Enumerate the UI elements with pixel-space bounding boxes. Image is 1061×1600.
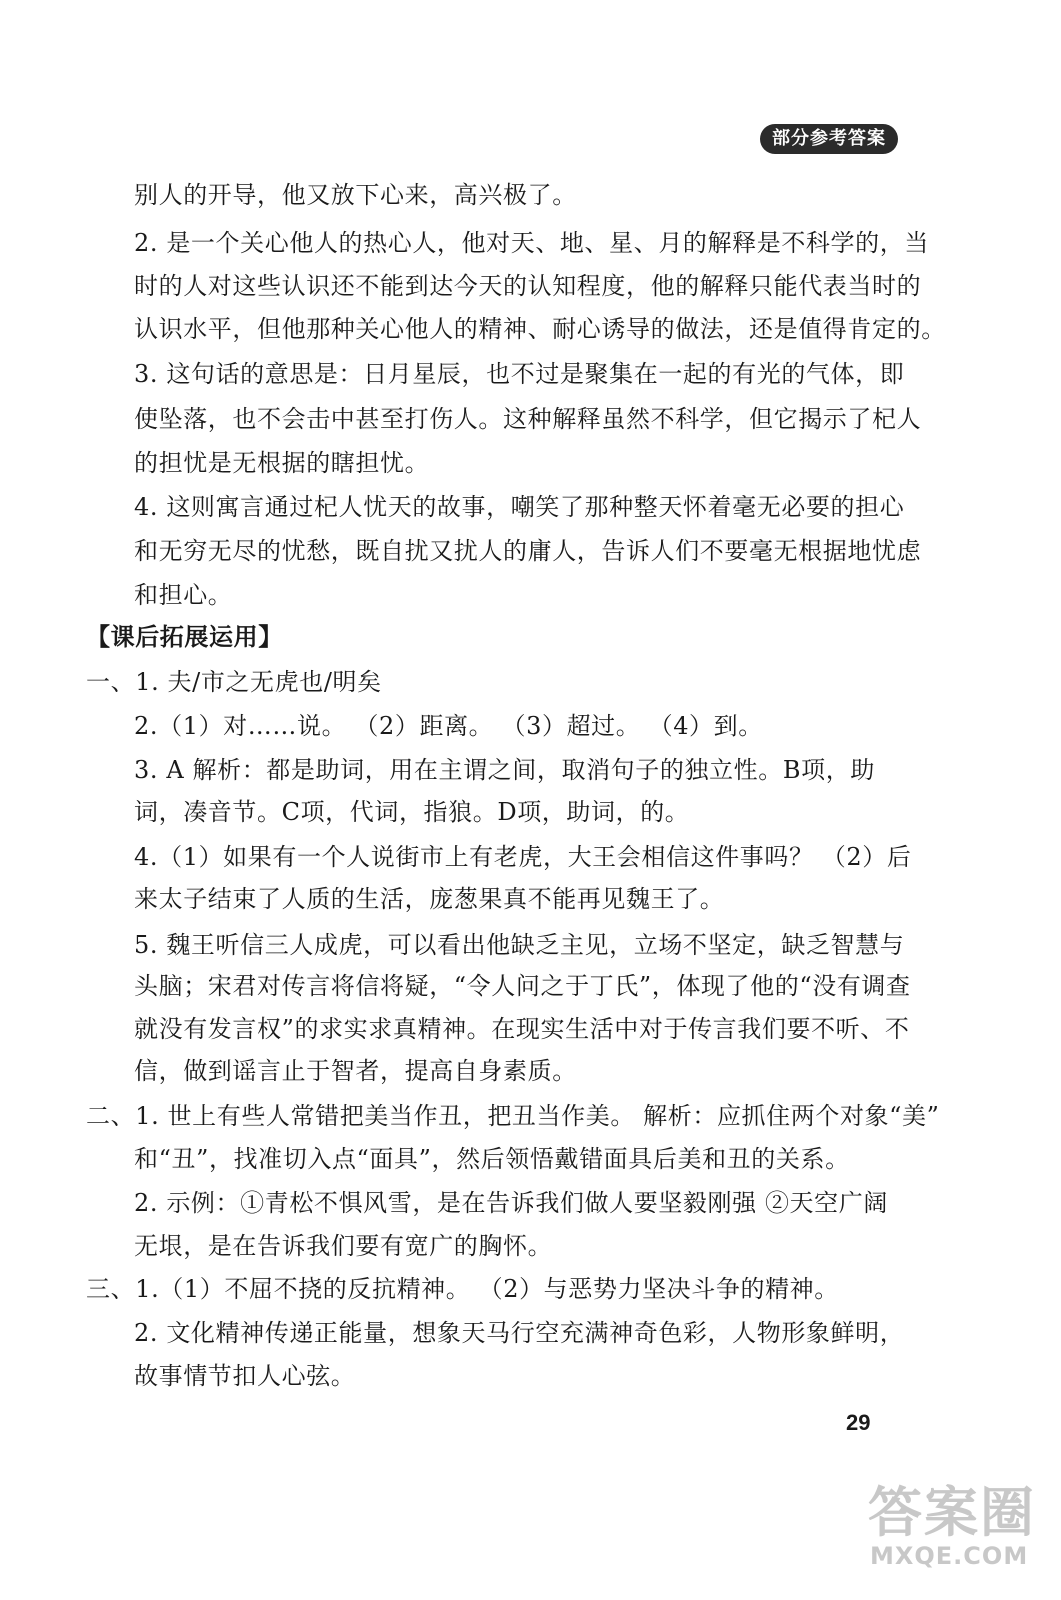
watermark-url: MXQE.COM xyxy=(870,1542,1029,1570)
text-line: 的担忧是无根据的瞎担忧。 xyxy=(134,449,430,477)
text-line: 3. 这句话的意思是：日月星辰，也不过是聚集在一起的有光的气体，即 xyxy=(134,360,905,388)
text-line: 别人的开导，他又放下心来，高兴极了。 xyxy=(134,181,577,209)
text-line: 就没有发言权”的求实求真精神。在现实生活中对于传言我们要不听、不 xyxy=(134,1015,910,1043)
text-line: 二、1. 世上有些人常错把美当作丑，把丑当作美。 解析：应抓住两个对象“美” xyxy=(86,1102,940,1130)
text-line: 认识水平，但他那种关心他人的精神、耐心诱导的做法，还是值得肯定的。 xyxy=(134,315,946,343)
text-line: 2.（1）对……说。 （2）距离。 （3）超过。 （4）到。 xyxy=(134,712,763,740)
text-line: 故事情节扣人心弦。 xyxy=(134,1362,356,1390)
text-line: 和担心。 xyxy=(134,581,233,609)
section-badge: 部分参考答案 xyxy=(760,124,898,154)
text-line: 使坠落，也不会击中甚至打伤人。这种解释虽然不科学，但它揭示了杞人 xyxy=(134,405,922,433)
text-line: 头脑；宋君对传言将信将疑，“令人问之于丁氏”，体现了他的“没有调查 xyxy=(134,972,911,1000)
text-line: 三、1.（1）不屈不挠的反抗精神。 （2）与恶势力坚决斗争的精神。 xyxy=(86,1275,839,1303)
text-line: 来太子结束了人质的生活，庞葱果真不能再见魏王了。 xyxy=(134,885,725,913)
section-heading: 【课后拓展运用】 xyxy=(86,623,283,651)
text-line: 3. A 解析：都是助词，用在主谓之间，取消句子的独立性。B项，助 xyxy=(134,756,875,784)
text-line: 4. 这则寓言通过杞人忧天的故事，嘲笑了那种整天怀着毫无必要的担心 xyxy=(134,493,905,521)
text-line: 和无穷无尽的忧愁，既自扰又扰人的庸人，告诉人们不要毫无根据地忧虑 xyxy=(134,537,922,565)
text-line: 词，凑音节。C项，代词，指狼。D项，助词，的。 xyxy=(134,798,690,826)
text-line: 2. 文化精神传递正能量，想象天马行空充满神奇色彩，人物形象鲜明， xyxy=(134,1319,905,1347)
text-line: 4.（1）如果有一个人说街市上有老虎，大王会相信这件事吗？ （2）后 xyxy=(134,843,912,871)
page-number: 29 xyxy=(846,1410,871,1435)
watermark-title: 答案圈 xyxy=(868,1481,1036,1544)
text-line: 一、1. 夫/市之无虎也/明矣 xyxy=(86,668,382,696)
text-line: 2. 是一个关心他人的热心人，他对天、地、星、月的解释是不科学的，当 xyxy=(134,229,929,257)
text-line: 2. 示例：①青松不惧风雪，是在告诉我们做人要坚毅刚强 ②天空广阔 xyxy=(134,1189,888,1217)
watermark-logo xyxy=(868,1470,1048,1585)
text-line: 时的人对这些认识还不能到达今天的认知程度，他的解释只能代表当时的 xyxy=(134,272,922,300)
text-line: 信，做到谣言止于智者，提高自身素质。 xyxy=(134,1057,577,1085)
text-line: 5. 魏王听信三人成虎，可以看出他缺乏主见，立场不坚定，缺乏智慧与 xyxy=(134,931,905,959)
text-line: 无垠，是在告诉我们要有宽广的胸怀。 xyxy=(134,1232,553,1260)
text-line: 和“丑”，找准切入点“面具”，然后领悟戴错面具后美和丑的关系。 xyxy=(134,1145,850,1173)
